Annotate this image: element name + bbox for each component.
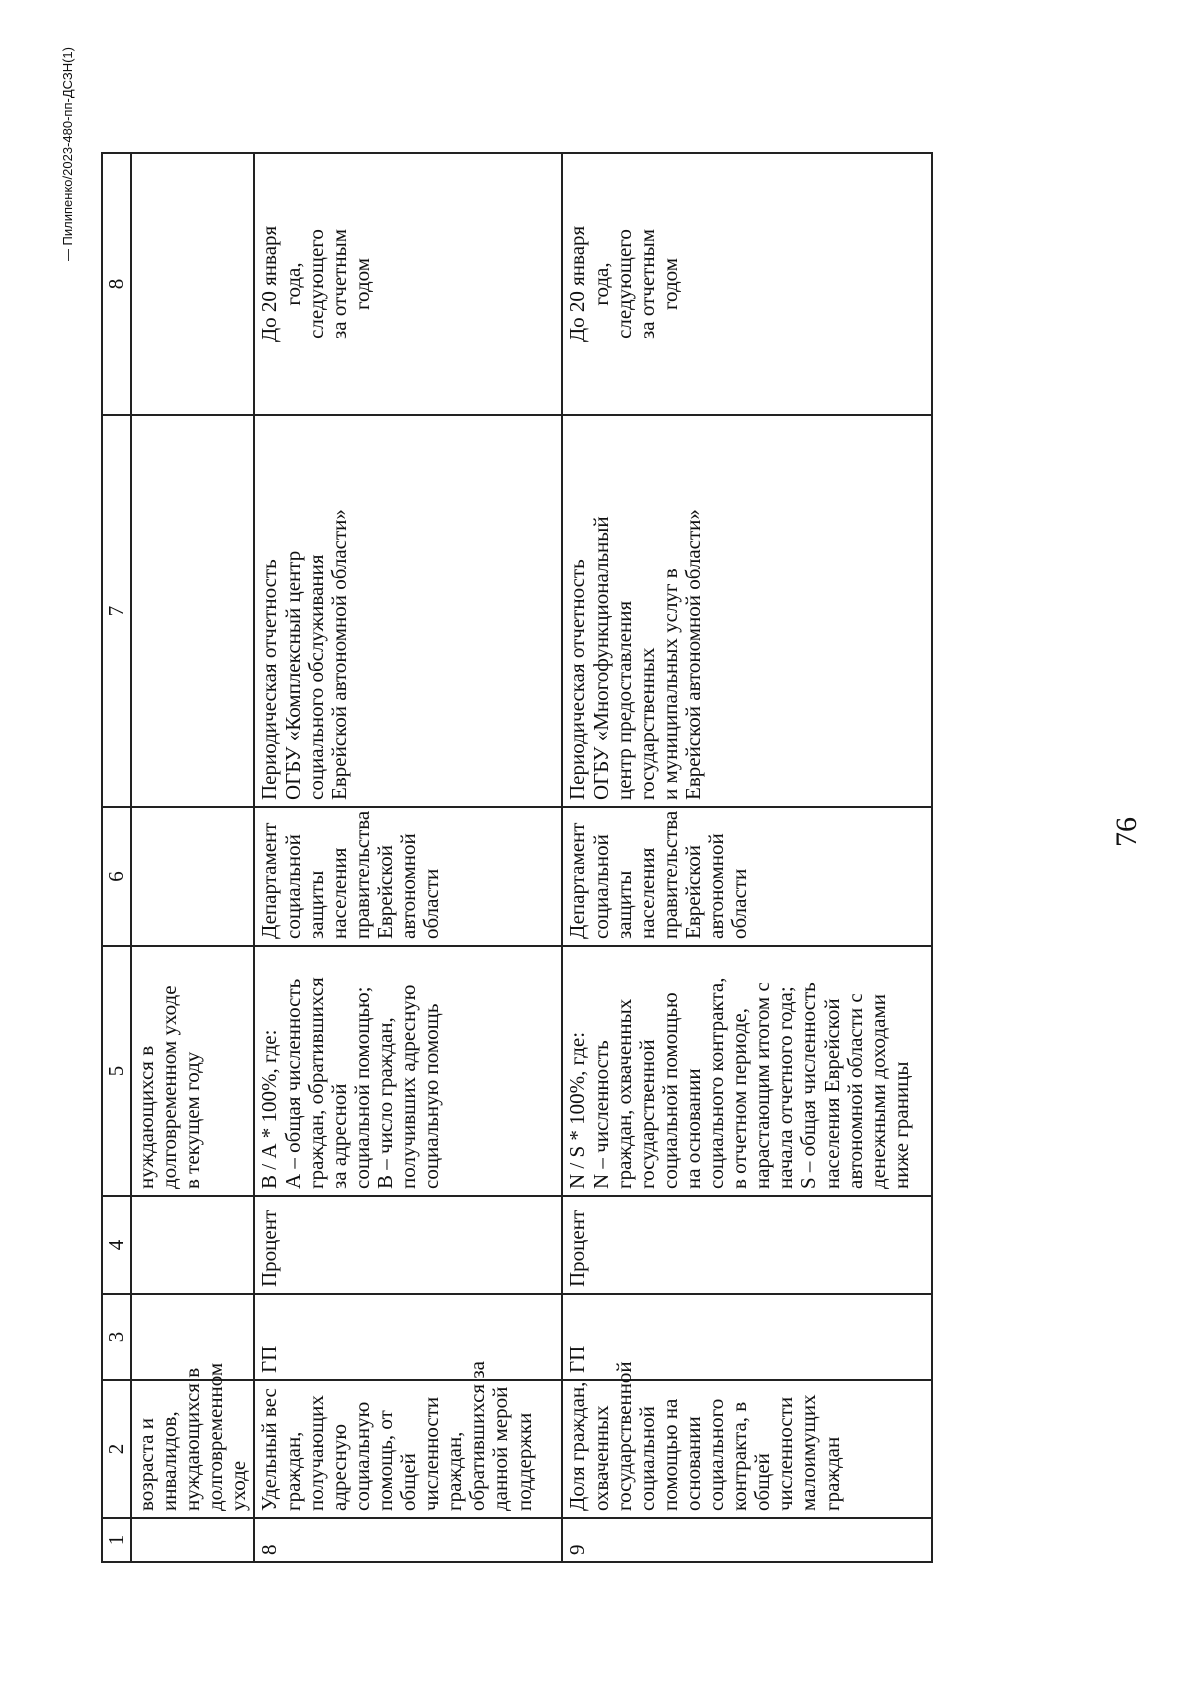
- text-line: ниже границы: [888, 1061, 913, 1189]
- text-line: В – число граждан,: [372, 1017, 397, 1189]
- cell-responsible: [562, 807, 932, 946]
- text-line: области: [727, 868, 752, 939]
- text-line: Еврейской автономной области»: [326, 509, 351, 800]
- text-line: населения Еврейской: [819, 998, 844, 1189]
- text-line: нуждающихся в: [134, 1045, 158, 1189]
- text-line: основании: [680, 1416, 705, 1511]
- text-line: ОГБУ «Комплексный центр: [280, 550, 305, 800]
- text-line: А – общая численность: [280, 978, 305, 1189]
- text-line: социальной помощью: [657, 992, 682, 1189]
- cell-responsible: [131, 807, 254, 946]
- cell-source: [131, 415, 254, 807]
- text-line: общей: [396, 1453, 421, 1511]
- text-line: Департамент: [257, 822, 282, 939]
- text-line: N – численность: [588, 1040, 613, 1189]
- text-line: государственных: [634, 647, 659, 800]
- text-line: численности: [773, 1396, 798, 1511]
- text-line: обратившихся за: [465, 1361, 490, 1511]
- text-line: социальной: [280, 834, 305, 939]
- cell-indicator: [254, 1361, 562, 1518]
- text-line: автономной: [704, 833, 729, 939]
- cell-num: 9: [562, 1518, 932, 1562]
- text-line: области: [419, 868, 444, 939]
- text-line: Департамент: [565, 822, 590, 939]
- text-line: Периодическая отчетность: [257, 559, 282, 800]
- text-line: за отчетным: [326, 229, 351, 339]
- text-line: населения: [326, 847, 351, 939]
- text-line: автономной: [396, 833, 421, 939]
- text-line: начала отчетного года;: [773, 986, 798, 1189]
- cell-deadline: [131, 153, 254, 415]
- text-line: охваченных: [588, 1405, 613, 1511]
- text-line: года,: [588, 262, 613, 306]
- text-line: S – общая численность: [796, 982, 821, 1189]
- text-line: помощь, от: [372, 1410, 397, 1511]
- document-id: Пилипенко/2023-480-пп-ДСЗН(1): [60, 47, 75, 377]
- text-line: населения: [634, 847, 659, 939]
- text-line: следующего: [611, 229, 636, 339]
- cell-formula: [562, 946, 932, 1196]
- cell-type: ГП: [254, 1294, 562, 1380]
- text-line: социальной помощью;: [349, 986, 374, 1189]
- cell-type: ГП: [562, 1294, 932, 1380]
- text-line: адресную: [326, 1423, 351, 1511]
- cell-indicator: [562, 1361, 932, 1518]
- header-cell-3: 3: [102, 1294, 131, 1380]
- text-line: граждан: [819, 1436, 844, 1511]
- text-line: на основании: [680, 1068, 705, 1189]
- text-line: получивших адресную: [396, 984, 421, 1189]
- table-row-8: [254, 153, 562, 1562]
- text-line: Еврейской: [372, 845, 397, 939]
- text-line: Еврейской: [680, 845, 705, 939]
- text-line: и муниципальных услуг в: [657, 568, 682, 800]
- cell-unit: [131, 1196, 254, 1294]
- text-line: малоимущих: [796, 1394, 821, 1511]
- text-line: данной мерой: [488, 1386, 513, 1511]
- text-line: защиты: [303, 870, 328, 939]
- text-line: в текущем году: [180, 1051, 205, 1189]
- cell-deadline: [254, 153, 562, 415]
- text-line: До 20 января: [565, 225, 590, 343]
- text-line: В / А * 100%, где:: [257, 1029, 282, 1189]
- header-cell-4: 4: [102, 1196, 131, 1294]
- cell-unit: Процент: [254, 1196, 562, 1294]
- text-line: социального контракта,: [704, 977, 729, 1189]
- cell-unit: Процент: [562, 1196, 932, 1294]
- text-line: численности: [419, 1396, 444, 1511]
- text-line: N / S * 100%, где:: [565, 1031, 590, 1189]
- text-line: в отчетном периоде,: [727, 1008, 752, 1189]
- text-line: денежными доходами: [865, 994, 890, 1189]
- text-line: социального: [704, 1398, 729, 1511]
- header-cell-6: 6: [102, 807, 131, 946]
- header-cell-8: 8: [102, 153, 131, 415]
- text-line: контракта, в: [727, 1401, 752, 1511]
- text-line: социальной: [588, 834, 613, 939]
- text-line: долговременном уходе: [157, 985, 182, 1189]
- text-line: года,: [280, 262, 305, 306]
- text-line: за адресной: [326, 1083, 351, 1189]
- cell-source: [254, 415, 562, 807]
- text-line: помощью на: [657, 1398, 682, 1511]
- text-line: граждан, обратившихся: [303, 977, 328, 1189]
- text-line: долговременном: [203, 1362, 228, 1511]
- text-line: правительства: [349, 810, 374, 939]
- text-line: автономной области с: [842, 993, 867, 1189]
- text-line: граждан, охваченных: [611, 998, 636, 1189]
- text-line: за отчетным: [634, 229, 659, 339]
- cell-responsible: [254, 807, 562, 946]
- text-line: поддержки: [511, 1412, 536, 1511]
- header-cell-2: 2: [102, 1380, 131, 1518]
- text-line: возраста и: [134, 1418, 158, 1511]
- cell-num: [131, 1518, 254, 1562]
- text-line: годом: [657, 257, 682, 311]
- text-line: общей: [750, 1453, 775, 1511]
- text-line: Еврейской автономной области»: [680, 509, 705, 800]
- text-line: Удельный вес: [257, 1388, 282, 1511]
- header-cell-1: 1: [102, 1518, 131, 1562]
- text-line: следующего: [303, 229, 328, 339]
- table-row-continuation: [131, 153, 254, 1562]
- indicators-table: [101, 152, 933, 1563]
- text-line: инвалидов,: [157, 1411, 182, 1511]
- text-line: государственной: [634, 1039, 659, 1189]
- text-line: Периодическая отчетность: [565, 559, 590, 800]
- text-line: граждан,: [442, 1431, 467, 1511]
- text-line: годом: [349, 257, 374, 311]
- header-cell-5: 5: [102, 946, 131, 1196]
- text-line: ОГБУ «Многофункциональный: [588, 516, 613, 800]
- cell-formula: [131, 946, 254, 1196]
- text-line: социальную: [349, 1401, 374, 1511]
- text-line: социального обслуживания: [303, 554, 328, 800]
- text-line: граждан,: [280, 1431, 305, 1511]
- cell-formula: [254, 946, 562, 1196]
- page-number: 76: [1110, 817, 1143, 847]
- text-line: До 20 января: [257, 225, 282, 343]
- text-line: социальной: [634, 1406, 659, 1511]
- cell-num: 8: [254, 1518, 562, 1562]
- text-line: уходе: [226, 1460, 251, 1511]
- table-header-row: [102, 153, 131, 1562]
- cell-deadline: [562, 153, 932, 415]
- cell-source: [562, 415, 932, 807]
- text-line: государственной: [611, 1361, 636, 1511]
- cell-indicator: [131, 1362, 254, 1518]
- text-line: получающих: [303, 1395, 328, 1511]
- text-line: центр предоставления: [611, 600, 636, 800]
- text-line: нарастающим итогом с: [750, 982, 775, 1189]
- text-line: защиты: [611, 870, 636, 939]
- text-line: нуждающихся в: [180, 1367, 205, 1511]
- header-cell-7: 7: [102, 415, 131, 807]
- table-row-9: [562, 153, 932, 1562]
- text-line: Доля граждан,: [565, 1381, 590, 1511]
- text-line: правительства: [657, 810, 682, 939]
- text-line: социальную помощь: [419, 1003, 444, 1189]
